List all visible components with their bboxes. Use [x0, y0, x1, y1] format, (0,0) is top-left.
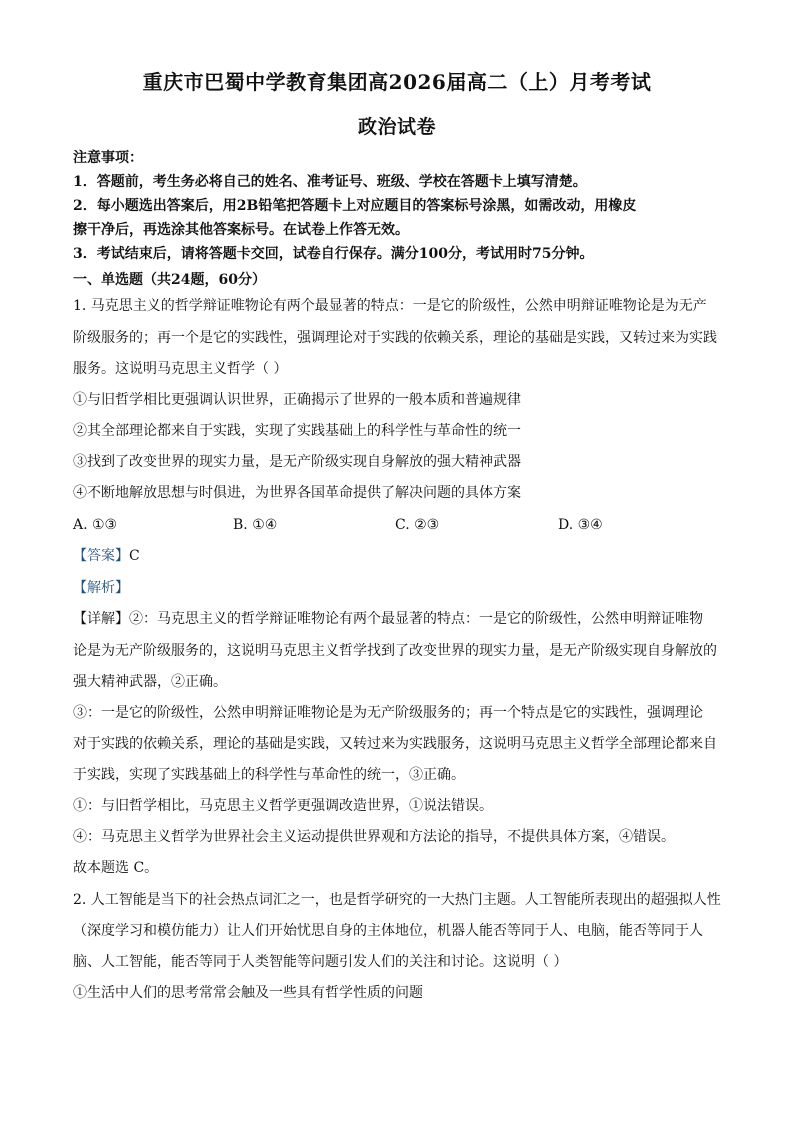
q1-statement: ①与旧哲学相比更强调认识世界，正确揭示了世界的一般本质和普遍规律 — [73, 392, 521, 408]
q1-analysis-line: 强大精神武器，②正确。 — [73, 674, 227, 690]
q1-statement: ④不断地解放思想与时俱进，为世界各国革命提供了解决问题的具体方案 — [73, 485, 521, 501]
q1-analysis-line: 故本题选 C。 — [73, 860, 159, 876]
analysis-label: 【解析】 — [73, 580, 129, 596]
q2-stem-line: （深度学习和模仿能力）让人们开始忧思自身的主体地位，机器人能否等同于人、电脑，能否等同于人 — [73, 923, 703, 939]
exam-subject: 政治试卷 — [357, 116, 436, 138]
q2-stem-line: 2. 人工智能是当下的社会热点词汇之一，也是哲学研究的一大热门主题。人工智能所表现出的超强拟人性 — [73, 892, 721, 908]
q1-analysis-line: ③：一是它的阶级性，公然申明辩证唯物论是为无产阶级服务的；再一个特点是它的实践性，强调理论 — [73, 705, 703, 721]
q1-analysis-line: 论是为无产阶级服务的，这说明马克思主义哲学找到了改变世界的现实力量，是无产阶级实现自身解放的 — [73, 643, 717, 659]
q1-stem-line: 阶级服务的；再一个是它的实践性，强调理论对于实践的依赖关系，理论的基础是实践，又转过来为实践 — [73, 330, 717, 346]
notice-heading: 注意事项： — [73, 150, 143, 166]
q1-option-d: D. ③④ — [558, 517, 603, 533]
q2-statement: ①生活中人们的思考常常会触及一些具有哲学性质的问题 — [73, 985, 423, 1001]
analysis-text: ②：马克思主义的哲学辩证唯物论有两个最显著的特点：一是它的阶级性，公然申明辩证唯物 — [129, 611, 703, 627]
notice-item: 1．答题前，考生务必将自己的姓名、准考证号、班级、学校在答题卡上填写清楚。 — [73, 174, 587, 190]
exam-title: 重庆市巴蜀中学教育集团高2026届高二（上）月考考试 — [142, 70, 652, 94]
q1-stem-line: 1. 马克思主义的哲学辩证唯物论有两个最显著的特点：一是它的阶级性，公然申明辩证唯物论是为无产 — [73, 298, 707, 314]
answer-label: 【答案】 — [73, 548, 129, 564]
answer-value: C — [129, 548, 140, 564]
q1-analysis-line: 于实践，实现了实践基础上的科学性与革命性的统一，③正确。 — [73, 767, 465, 783]
q2-stem-line: 脑、人工智能，能否等同于人类智能等问题引发人们的关注和讨论。这说明（ ） — [73, 954, 568, 970]
q1-option-c: C. ②③ — [395, 517, 440, 533]
q1-stem-line: 服务。这说明马克思主义哲学（ ） — [73, 361, 288, 377]
q1-analysis-line: 对于实践的依赖关系，理论的基础是实践，又转过来为实践服务，这说明马克思主义哲学全部理论都来自 — [73, 736, 717, 752]
q1-option-b: B. ①④ — [233, 517, 278, 533]
q1-statement: ③找到了改变世界的现实力量，是无产阶级实现自身解放的强大精神武器 — [73, 454, 521, 470]
q1-analysis-line: ④：马克思主义哲学为世界社会主义运动提供世界观和方法论的指导，不提供具体方案，④错误。 — [73, 829, 675, 845]
detail-label: 【详解】 — [73, 611, 129, 627]
notice-item: 3．考试结束后，请将答题卡交回，试卷自行保存。满分100分，考试用时75分钟。 — [73, 246, 594, 262]
q1-answer-row — [73, 546, 733, 566]
section-heading: 一、单选题（共24题，60分） — [73, 272, 266, 288]
notice-item: 擦干净后，再选涂其他答案标号。在试卷上作答无效。 — [73, 222, 409, 238]
q1-analysis-line — [73, 609, 733, 629]
q1-option-a: A. ①③ — [73, 517, 118, 533]
q1-analysis-line: ①：与旧哲学相比，马克思主义哲学更强调改造世界，①说法错误。 — [73, 798, 493, 814]
q1-statement: ②其全部理论都来自于实践，实现了实践基础上的科学性与革命性的统一 — [73, 423, 521, 439]
q1-options — [73, 515, 733, 535]
notice-item: 2．每小题选出答案后，用2B铅笔把答题卡上对应题目的答案标号涂黑，如需改动，用橡皮 — [73, 198, 637, 214]
